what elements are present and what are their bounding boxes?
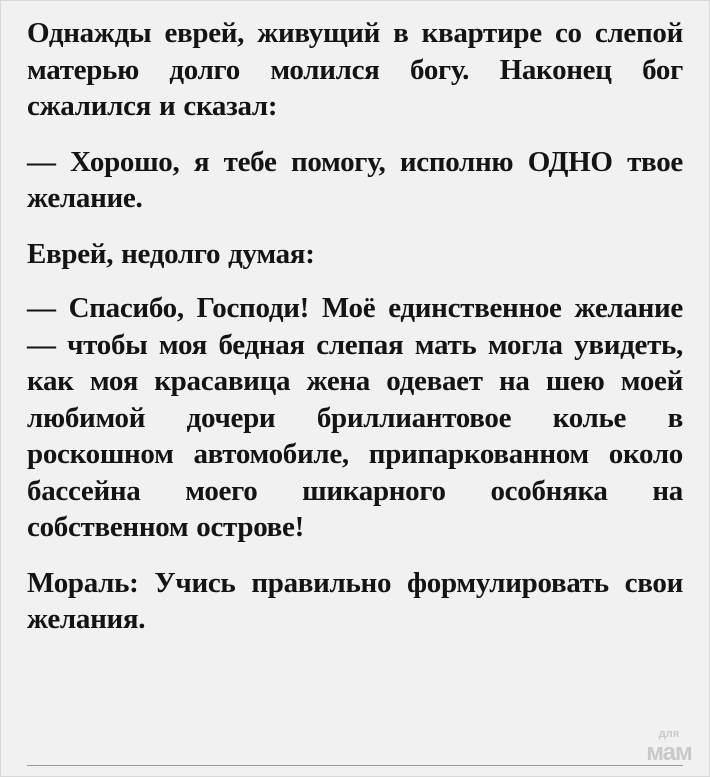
- paragraph-wish: — Спасибо, Господи! Моё единственное желание — чтобы моя бедная слепая мать могла увидеть, как моя красавица жена одевает на шею моей любимой дочери бриллиантовое колье в роскошном автомобиле, припаркованном около бассейна моего шикарного особняка на собственном острове!: [27, 292, 683, 543]
- watermark-small-text: для: [658, 728, 680, 740]
- paragraph-jew-thinking: Еврей, недолго думая:: [27, 237, 315, 270]
- bottom-divider: [27, 765, 683, 766]
- watermark-big-text: мам: [646, 739, 692, 766]
- watermark-logo: [641, 728, 697, 774]
- paragraph-moral: Мораль: Учись правильно формулировать свои желания.: [27, 566, 683, 635]
- paragraph-intro: Однажды еврей, живущий в квартире со слепой матерью долго молился богу. Наконец бог сжалился и сказал:: [27, 17, 683, 122]
- paragraph-god-reply: — Хорошо, я тебе помогу, исполню ОДНО твое желание.: [27, 145, 683, 214]
